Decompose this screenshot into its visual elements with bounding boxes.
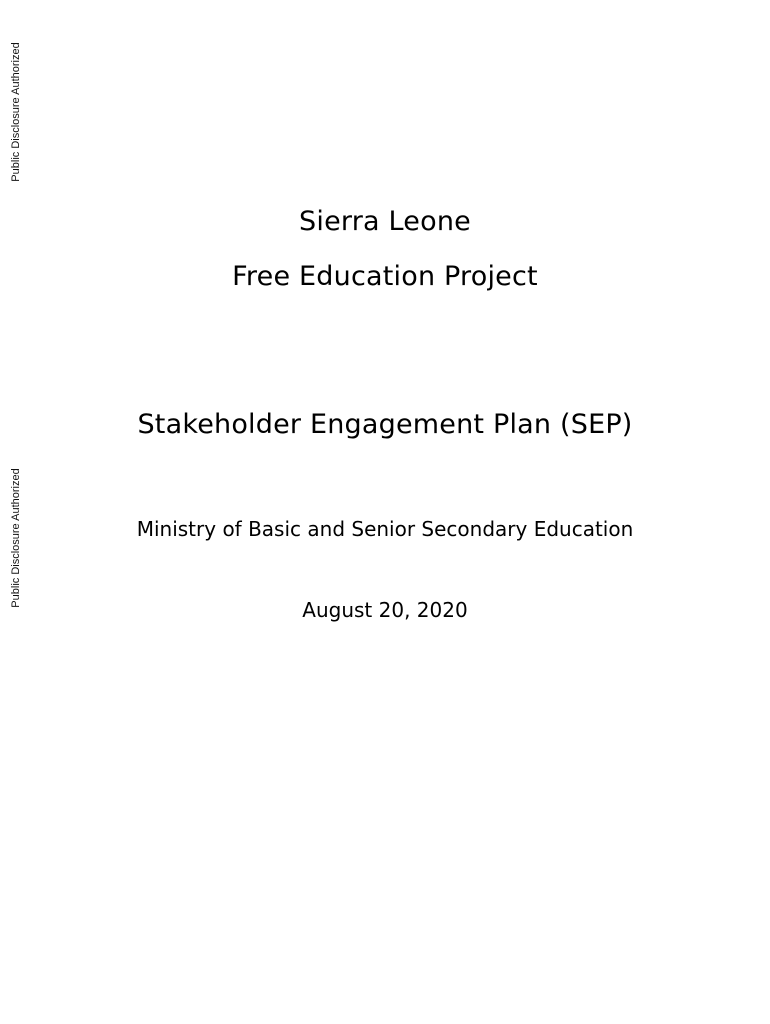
document-date: August 20, 2020 (302, 598, 468, 622)
plan-title: Stakeholder Engagement Plan (SEP) (137, 409, 633, 440)
disclosure-stamp-text: Public Disclosure Authorized (10, 468, 22, 608)
disclosure-stamp-text: Public Disclosure Authorized (10, 42, 22, 182)
country-title: Sierra Leone (299, 206, 471, 237)
project-title: Free Education Project (232, 261, 538, 292)
ministry-name: Ministry of Basic and Senior Secondary Education (136, 517, 634, 541)
